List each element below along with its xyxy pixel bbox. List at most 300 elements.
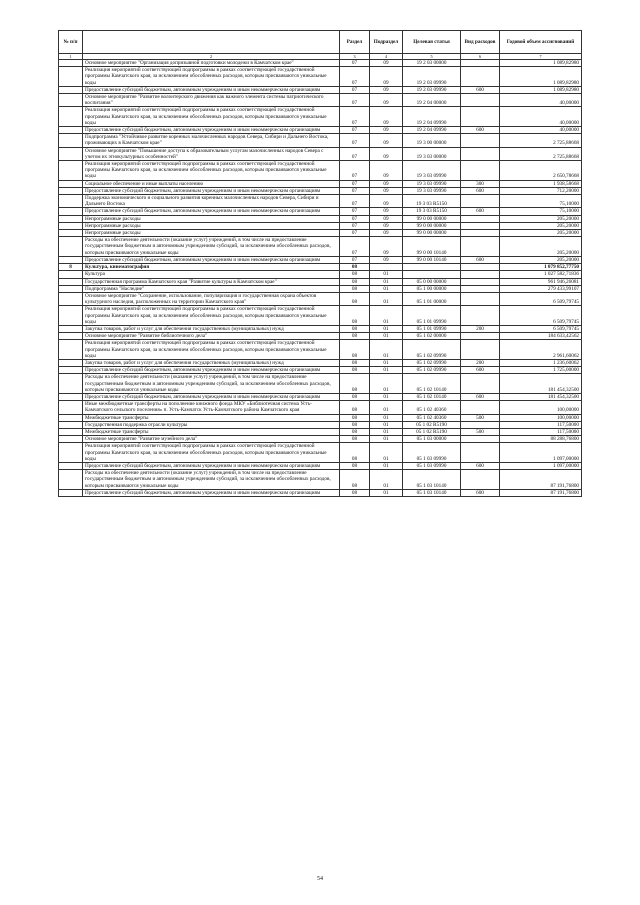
row-exptype (461, 278, 500, 285)
budget-document (58, 30, 581, 497)
row-target: 19 2 04 09990 (403, 127, 461, 134)
row-name: Культура (83, 271, 340, 278)
row-name: Непрограммные расходы (83, 222, 340, 229)
table-row (59, 292, 582, 305)
row-subsection: 01 (370, 271, 403, 278)
row-subsection: 01 (370, 462, 403, 469)
row-target: 05 1 03 09990 (403, 462, 461, 469)
row-number (59, 393, 83, 400)
column-number: 6 (461, 54, 500, 60)
row-section: 08 (340, 443, 370, 463)
row-exptype (461, 60, 500, 67)
header-amount: Годовой объем ассигнований (500, 31, 582, 54)
row-subsection: 09 (370, 195, 403, 208)
table-row (59, 374, 582, 394)
row-number (59, 134, 83, 147)
row-subsection: 09 (370, 161, 403, 181)
row-subsection: 01 (370, 333, 403, 340)
row-amount: 1 097,00000 (500, 443, 582, 463)
row-section: 08 (340, 340, 370, 360)
table-row (59, 256, 582, 263)
row-section: 07 (340, 208, 370, 215)
row-target: 05 1 03 00000 (403, 436, 461, 443)
row-subsection: 01 (370, 292, 403, 305)
row-number (59, 462, 83, 469)
column-number: 2 (83, 54, 340, 60)
row-section: 07 (340, 134, 370, 147)
row-name: Предоставление субсидий бюджетным, автономным учреждениям и иным некоммерческим организациям (83, 367, 340, 374)
row-exptype (461, 470, 500, 490)
row-number (59, 278, 83, 285)
row-name: Предоставление субсидий бюджетным, автономным учреждениям и иным некоммерческим организациям (83, 187, 340, 194)
row-target: 05 1 03 10140 (403, 470, 461, 490)
row-target: 05 1 03 09990 (403, 443, 461, 463)
table-row (59, 237, 582, 257)
table-header-row (59, 31, 582, 54)
row-exptype (461, 333, 500, 340)
row-amount: 205,20000 (500, 215, 582, 222)
table-row (59, 393, 582, 400)
row-target: 05 1 02 R5190 (403, 421, 461, 428)
row-amount: 6 509,79745 (500, 292, 582, 305)
row-number (59, 401, 83, 414)
row-amount: 100,00000 (500, 401, 582, 414)
row-amount: 1 027 582,71836 (500, 271, 582, 278)
row-subsection: 01 (370, 428, 403, 435)
row-subsection: 09 (370, 208, 403, 215)
table-row (59, 489, 582, 496)
row-exptype (461, 374, 500, 394)
row-name: Предоставление субсидий бюджетным, автономным учреждениям и иным некоммерческим организациям (83, 208, 340, 215)
column-number: 5 (403, 54, 461, 60)
row-exptype: 200 (461, 325, 500, 332)
row-exptype (461, 237, 500, 257)
row-target: 19 3 03 09990 (403, 187, 461, 194)
row-subsection: 01 (370, 401, 403, 414)
row-name: Предоставление субсидий бюджетным, автономным учреждениям и иным некоммерческим организациям (83, 393, 340, 400)
row-amount: 279 433,99107 (500, 285, 582, 292)
table-row (59, 306, 582, 326)
table-row (59, 187, 582, 194)
row-target: 05 1 01 00000 (403, 292, 461, 305)
row-amount: 205,20000 (500, 230, 582, 237)
row-exptype: 600 (461, 256, 500, 263)
page-number: 54 (317, 876, 323, 882)
row-name: Основное мероприятие "Развитие волонтерского движения как важного элемента системы патриотического воспитания" (83, 94, 340, 107)
table-row (59, 86, 582, 93)
row-subsection: 01 (370, 436, 403, 443)
row-number (59, 443, 83, 463)
row-number (59, 428, 83, 435)
table-row (59, 470, 582, 490)
column-number: 4 (370, 54, 403, 60)
row-section: 08 (340, 401, 370, 414)
row-subsection: 01 (370, 374, 403, 394)
row-number (59, 306, 83, 326)
row-amount: 6 509,79745 (500, 306, 582, 326)
row-amount: 1 938,58668 (500, 180, 582, 187)
row-exptype: 300 (461, 180, 500, 187)
row-exptype (461, 134, 500, 147)
row-exptype (461, 401, 500, 414)
header-exptype: Вид расходов (461, 31, 500, 54)
row-subsection: 01 (370, 285, 403, 292)
header-name (83, 31, 340, 54)
row-name: Иные межбюджетные трансферты на пополнение книжного фонда МКУ «Библиотечная система Усть-Камчатского сельского поселения» п. Усть-Камчатск Усть-Камчатского района Камчатского края (83, 401, 340, 414)
row-section: 07 (340, 256, 370, 263)
row-number (59, 285, 83, 292)
row-number (59, 367, 83, 374)
table-row (59, 414, 582, 421)
row-number (59, 67, 83, 87)
row-subsection: 01 (370, 367, 403, 374)
table-row (59, 367, 582, 374)
row-number (59, 208, 83, 215)
table-row (59, 333, 582, 340)
row-section: 08 (340, 470, 370, 490)
row-section: 08 (340, 428, 370, 435)
row-amount: 75,10000 (500, 208, 582, 215)
row-exptype (461, 107, 500, 127)
row-exptype (461, 230, 500, 237)
row-subsection: 01 (370, 306, 403, 326)
row-subsection: 01 (370, 325, 403, 332)
row-section: 07 (340, 180, 370, 187)
row-number (59, 325, 83, 332)
row-target: 05 1 01 09990 (403, 325, 461, 332)
header-target: Целевая статья (403, 31, 461, 54)
row-target: 19 2 03 09990 (403, 86, 461, 93)
row-amount: 1 079 852,77750 (500, 264, 582, 271)
row-section: 07 (340, 60, 370, 67)
row-exptype (461, 147, 500, 160)
row-name: Государственная программа Камчатского края "Развитие культуры в Камчатском крае" (83, 278, 340, 285)
row-amount: 1 089,82980 (500, 67, 582, 87)
row-target: 05 1 02 00000 (403, 333, 461, 340)
row-amount: 712,20000 (500, 187, 582, 194)
table-row (59, 94, 582, 107)
row-amount: 1 236,60062 (500, 359, 582, 366)
row-amount: 6 509,79745 (500, 325, 582, 332)
table-row (59, 443, 582, 463)
row-exptype: 600 (461, 393, 500, 400)
row-target (403, 264, 461, 271)
column-number: 3 (340, 54, 370, 60)
row-name: Основное мероприятие "Организация допризывной подготовки молодежи в Камчатском крае" (83, 60, 340, 67)
row-target: 05 1 02 09990 (403, 359, 461, 366)
row-subsection: 09 (370, 180, 403, 187)
row-amount: 40,00000 (500, 94, 582, 107)
table-row (59, 278, 582, 285)
row-exptype: 600 (461, 489, 500, 496)
table-row (59, 107, 582, 127)
table-row (59, 222, 582, 229)
row-target: 05 1 02 09990 (403, 340, 461, 360)
table-row (59, 127, 582, 134)
row-amount: 40,00000 (500, 127, 582, 134)
row-section: 08 (340, 436, 370, 443)
row-section: 07 (340, 86, 370, 93)
row-section: 08 (340, 278, 370, 285)
row-exptype (461, 222, 500, 229)
row-name: Непрограммные расходы (83, 215, 340, 222)
table-row (59, 264, 582, 271)
row-subsection: 09 (370, 127, 403, 134)
row-section: 07 (340, 230, 370, 237)
row-target: 05 1 02 40360 (403, 414, 461, 421)
row-target: 05 1 03 10140 (403, 489, 461, 496)
table-row (59, 340, 582, 360)
table-row (59, 230, 582, 237)
row-number (59, 359, 83, 366)
row-amount: 2 961,60062 (500, 340, 582, 360)
table-row (59, 134, 582, 147)
row-subsection: 01 (370, 393, 403, 400)
header-section: Раздел (340, 31, 370, 54)
row-number (59, 271, 83, 278)
row-target: 19 2 03 09990 (403, 67, 461, 87)
column-number: 1 (59, 54, 83, 60)
row-number (59, 421, 83, 428)
row-section: 08 (340, 271, 370, 278)
row-target: 19 3 03 09990 (403, 180, 461, 187)
row-target: 99 0 00 00000 (403, 230, 461, 237)
row-name: Реализация мероприятий соответствующей подпрограммы в рамках соответствующей государственной программы Камчатского края, за исключением обособленных расходов, которым присваиваются уникальные коды (83, 67, 340, 87)
row-amount: 181 454,32500 (500, 393, 582, 400)
row-number (59, 230, 83, 237)
table-row (59, 462, 582, 469)
row-name: Расходы на обеспечение деятельности (оказание услуг) учреждений, в том числе на предоставление государственным бюджетным и автономным учреждениям субсидий, за исключением обособленных расходов, которым присваиваются уникальные коды (83, 374, 340, 394)
row-exptype (461, 285, 500, 292)
table-row (59, 401, 582, 414)
row-name: Расходы на обеспечение деятельности (оказание услуг) учреждений, в том числе на предоставление государственным бюджетным и автономным учреждениям субсидий, за исключением обособленных расходов, которым присваиваются уникальные коды (83, 470, 340, 490)
row-target: 05 1 02 10140 (403, 393, 461, 400)
row-subsection: 01 (370, 421, 403, 428)
row-exptype (461, 306, 500, 326)
row-subsection: 09 (370, 147, 403, 160)
row-number (59, 86, 83, 93)
header-num: № п/п (59, 31, 83, 54)
row-target: 05 1 02 R5190 (403, 428, 461, 435)
row-section: 07 (340, 222, 370, 229)
row-amount: 961 946,26081 (500, 278, 582, 285)
row-name: Межбюджетные трансферты (83, 414, 340, 421)
row-number (59, 292, 83, 305)
row-target: 05 1 02 40360 (403, 401, 461, 414)
row-name: Подпрограмма "Устойчивое развитие коренных малочисленных народов Севера, Сибири и Дальнего Востока, проживающих в Камчатском крае" (83, 134, 340, 147)
row-number (59, 374, 83, 394)
row-exptype (461, 195, 500, 208)
table-row (59, 421, 582, 428)
row-section: 08 (340, 489, 370, 496)
row-name: Предоставление субсидий бюджетным, автономным учреждениям и иным некоммерческим организациям (83, 86, 340, 93)
table-row (59, 428, 582, 435)
row-name: Поддержка экономического и социального развития коренных малочисленных народов Севера, Сибири и Дальнего Востока (83, 195, 340, 208)
row-amount: 88 288,76800 (500, 436, 582, 443)
row-number (59, 180, 83, 187)
row-target: 99 0 00 10140 (403, 256, 461, 263)
row-number (59, 187, 83, 194)
row-target: 99 0 00 10140 (403, 237, 461, 257)
row-name: Расходы на обеспечение деятельности (оказание услуг) учреждений, в том числе на предоставление государственным бюджетным и автономным учреждениям субсидий, за исключением обособленных расходов, которым присваиваются уникальные коды (83, 237, 340, 257)
row-section: 07 (340, 147, 370, 160)
row-number (59, 215, 83, 222)
column-number: 7 (500, 54, 582, 60)
row-exptype (461, 264, 500, 271)
row-section: 08 (340, 285, 370, 292)
row-exptype: 600 (461, 187, 500, 194)
row-section: 07 (340, 67, 370, 87)
row-name: Реализация мероприятий соответствующей подпрограммы в рамках соответствующей государственной программы Камчатского края, за исключением обособленных расходов, которым присваиваются уникальные коды (83, 161, 340, 181)
row-target: 05 1 01 09990 (403, 306, 461, 326)
row-amount: 1 089,82980 (500, 60, 582, 67)
row-subsection: 01 (370, 489, 403, 496)
row-subsection: 09 (370, 187, 403, 194)
row-amount: 1 089,82980 (500, 86, 582, 93)
table-row (59, 161, 582, 181)
row-subsection: 09 (370, 86, 403, 93)
row-subsection (370, 264, 403, 271)
row-number (59, 237, 83, 257)
row-target: 19 3 03 09990 (403, 161, 461, 181)
row-section: 07 (340, 161, 370, 181)
row-name: Межбюджетные трансферты (83, 428, 340, 435)
row-number (59, 147, 83, 160)
row-subsection: 01 (370, 443, 403, 463)
row-section: 07 (340, 215, 370, 222)
row-target: 05 1 00 00000 (403, 285, 461, 292)
table-body (59, 60, 582, 497)
row-name: Закупка товаров, работ и услуг для обеспечения государственных (муниципальных) нужд (83, 359, 340, 366)
row-amount: 205,20000 (500, 237, 582, 257)
row-section: 08 (340, 325, 370, 332)
row-target: 19 2 04 09990 (403, 107, 461, 127)
row-amount: 1 725,00000 (500, 367, 582, 374)
row-target: 05 1 02 09990 (403, 367, 461, 374)
table-row (59, 180, 582, 187)
row-subsection: 09 (370, 134, 403, 147)
table-row (59, 67, 582, 87)
row-section: 08 (340, 359, 370, 366)
row-name: Государственная поддержка отрасли культуры (83, 421, 340, 428)
row-section: 08 (340, 333, 370, 340)
row-amount: 87 191,76800 (500, 470, 582, 490)
row-exptype (461, 161, 500, 181)
row-section: 08 (340, 374, 370, 394)
row-exptype: 600 (461, 462, 500, 469)
row-name: Предоставление субсидий бюджетным, автономным учреждениям и иным некоммерческим организациям (83, 256, 340, 263)
row-amount: 205,20000 (500, 256, 582, 263)
row-target: 05 0 00 00000 (403, 278, 461, 285)
row-section: 08 (340, 367, 370, 374)
row-section: 07 (340, 195, 370, 208)
row-name: Основное мероприятие "Повышение доступа к образовательным услугам малочисленных народов Севера с учетом их этнокультурных особенностей" (83, 147, 340, 160)
row-name: Культура, кинематография (83, 264, 340, 271)
row-target: 19 2 03 00000 (403, 60, 461, 67)
row-number (59, 489, 83, 496)
row-number (59, 414, 83, 421)
row-amount: 100,00000 (500, 414, 582, 421)
table-row (59, 208, 582, 215)
row-target (403, 271, 461, 278)
row-section: 08 (340, 393, 370, 400)
budget-table (58, 30, 582, 497)
row-name: Непрограммные расходы (83, 230, 340, 237)
row-exptype (461, 443, 500, 463)
row-target: 19 3 03 00000 (403, 147, 461, 160)
row-section: 07 (340, 237, 370, 257)
row-number (59, 107, 83, 127)
row-exptype: 600 (461, 208, 500, 215)
row-number (59, 222, 83, 229)
row-amount: 2 725,88668 (500, 134, 582, 147)
row-target: 19 3 00 00000 (403, 134, 461, 147)
row-number (59, 256, 83, 263)
row-amount: 205,20000 (500, 222, 582, 229)
row-section: 08 (340, 292, 370, 305)
row-subsection: 01 (370, 340, 403, 360)
row-exptype: 600 (461, 86, 500, 93)
row-target: 19 3 03 R5150 (403, 195, 461, 208)
row-number (59, 436, 83, 443)
row-name: Подпрограмма "Наследие" (83, 285, 340, 292)
row-subsection: 09 (370, 230, 403, 237)
row-section: 07 (340, 187, 370, 194)
row-name: Основное мероприятие "Сохранение, использование, популяризация и государственная охрана объектов культурного наследия, расположенных на территории Камчатского края" (83, 292, 340, 305)
row-number (59, 94, 83, 107)
row-amount: 40,00000 (500, 107, 582, 127)
table-row (59, 436, 582, 443)
table-row (59, 147, 582, 160)
row-amount: 87 191,76800 (500, 489, 582, 496)
row-subsection: 09 (370, 107, 403, 127)
row-target: 19 2 04 00000 (403, 94, 461, 107)
row-exptype: 500 (461, 414, 500, 421)
row-exptype: 200 (461, 359, 500, 366)
row-section: 08 (340, 421, 370, 428)
row-exptype (461, 340, 500, 360)
header-subsection: Подраздел (370, 31, 403, 54)
row-subsection: 09 (370, 94, 403, 107)
table-row (59, 195, 582, 208)
row-amount: 181 454,32500 (500, 374, 582, 394)
row-subsection: 09 (370, 60, 403, 67)
row-number: 8 (59, 264, 83, 271)
row-subsection: 09 (370, 215, 403, 222)
row-amount: 117,50000 (500, 421, 582, 428)
row-amount: 2 650,78668 (500, 161, 582, 181)
row-name: Реализация мероприятий соответствующей подпрограммы в рамках соответствующей государственной программы Камчатского края, за исключением обособленных расходов, которым присваиваются уникальные коды (83, 340, 340, 360)
row-exptype: 500 (461, 428, 500, 435)
row-name: Основное мероприятие "Развитие музейного дела" (83, 436, 340, 443)
row-section: 08 (340, 306, 370, 326)
row-target: 05 1 02 10140 (403, 374, 461, 394)
row-subsection: 09 (370, 237, 403, 257)
row-subsection: 09 (370, 256, 403, 263)
row-amount: 1 097,00000 (500, 462, 582, 469)
row-number (59, 470, 83, 490)
table-row (59, 215, 582, 222)
row-amount: 184 633,42562 (500, 333, 582, 340)
table-row (59, 325, 582, 332)
row-name: Закупка товаров, работ и услуг для обеспечения государственных (муниципальных) нужд (83, 325, 340, 332)
row-exptype (461, 94, 500, 107)
row-section: 08 (340, 264, 370, 271)
row-name: Реализация мероприятий соответствующей подпрограммы в рамках соответствующей государственной программы Камчатского края, за исключением обособленных расходов, которым присваиваются уникальные коды (83, 443, 340, 463)
row-subsection: 09 (370, 222, 403, 229)
row-exptype: 600 (461, 127, 500, 134)
row-section: 08 (340, 462, 370, 469)
